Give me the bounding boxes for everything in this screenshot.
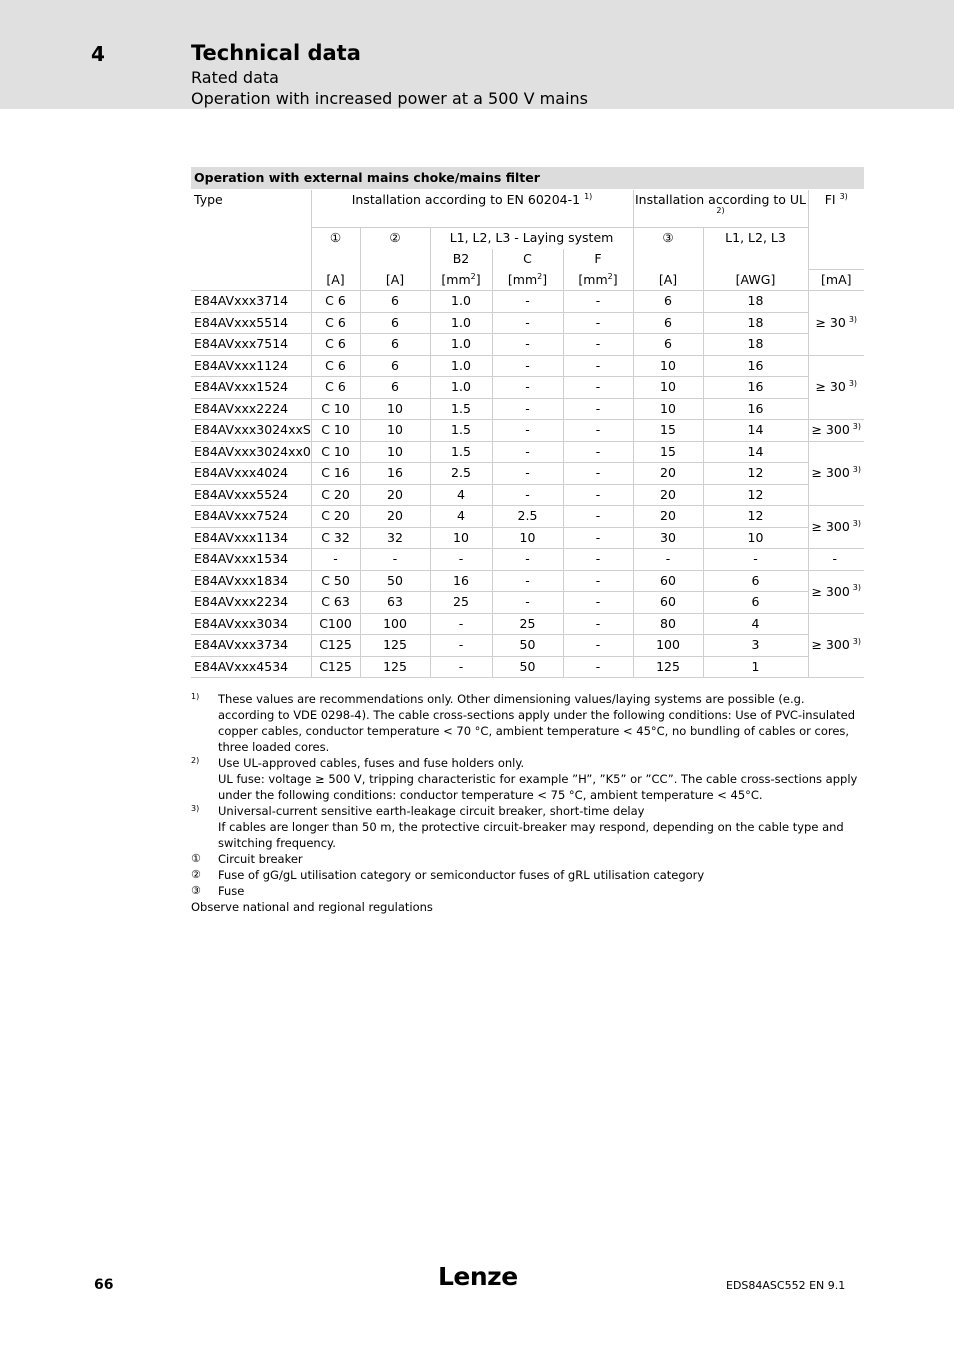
cell-cb: C 20 xyxy=(311,484,360,506)
cell-f: - xyxy=(563,613,633,635)
table-row xyxy=(191,463,864,485)
chapter-number: 4 xyxy=(91,42,105,66)
cell-fuse: 6 xyxy=(360,312,430,334)
regulations-note: Observe national and regional regulations xyxy=(191,900,433,914)
table-row xyxy=(191,398,864,420)
cell-f: - xyxy=(563,312,633,334)
cell-fuse: 6 xyxy=(360,291,430,313)
cell-ul-fuse: 6 xyxy=(633,312,703,334)
cell-fuse: 10 xyxy=(360,420,430,442)
cell-ul-fuse: 20 xyxy=(633,463,703,485)
legend-text: Fuse of gG/gL utilisation category or semiconductor fuses of gRL utilisation category xyxy=(218,868,705,882)
cell-c: - xyxy=(492,312,563,334)
cell-b2: - xyxy=(430,549,492,571)
table-row xyxy=(191,355,864,377)
cell-b2: 1.0 xyxy=(430,291,492,313)
header-type: Type xyxy=(191,190,311,291)
cell-fi: ≥ 30 $^{3)}$ xyxy=(808,355,864,420)
cell-f: - xyxy=(563,635,633,657)
cell-ul-fuse: 80 xyxy=(633,613,703,635)
cell-b2: 4 xyxy=(430,484,492,506)
cell-c: - xyxy=(492,463,563,485)
legend-text: Fuse xyxy=(218,884,245,898)
cell-fuse: 125 xyxy=(360,656,430,678)
cell-awg: 18 xyxy=(703,312,808,334)
cell-b2: 1.5 xyxy=(430,441,492,463)
footnote-text: Universal-current sensitive earth-leakage circuit breaker, short-time delay xyxy=(218,804,645,818)
cell-awg: 12 xyxy=(703,463,808,485)
table-row xyxy=(191,506,864,528)
cell-type: E84AVxxx3734 xyxy=(191,635,311,657)
cell-c: - xyxy=(492,398,563,420)
cell-f: - xyxy=(563,656,633,678)
cell-cb: C 32 xyxy=(311,527,360,549)
cell-fi: ≥ 300 $^{3)}$ xyxy=(808,420,864,442)
cell-type: E84AVxxx2234 xyxy=(191,592,311,614)
cell-cb: C125 xyxy=(311,656,360,678)
cell-b2: 1.0 xyxy=(430,377,492,399)
cell-awg: 3 xyxy=(703,635,808,657)
table-row xyxy=(191,570,864,592)
cell-f: - xyxy=(563,441,633,463)
legend-symbol: ① xyxy=(191,852,201,865)
cell-ul-fuse: 100 xyxy=(633,635,703,657)
cell-c: - xyxy=(492,420,563,442)
cell-awg: 12 xyxy=(703,506,808,528)
cell-fi: ≥ 300 $^{3)}$ xyxy=(808,506,864,549)
unit-ma: [mA] xyxy=(808,269,864,291)
cell-c: - xyxy=(492,291,563,313)
cell-fuse: 16 xyxy=(360,463,430,485)
cell-ul-fuse: 125 xyxy=(633,656,703,678)
cell-fuse: 63 xyxy=(360,592,430,614)
table-row xyxy=(191,291,864,313)
cell-b2: 1.5 xyxy=(430,420,492,442)
cell-cb: C 6 xyxy=(311,355,360,377)
cell-fuse: 50 xyxy=(360,570,430,592)
cell-b2: 1.0 xyxy=(430,334,492,356)
unit-awg: [AWG] xyxy=(703,269,808,291)
cell-cb: C 63 xyxy=(311,592,360,614)
cell-cb: C100 xyxy=(311,613,360,635)
cell-f: - xyxy=(563,420,633,442)
cell-f: - xyxy=(563,334,633,356)
cell-cb: C 10 xyxy=(311,441,360,463)
unit-a: [A] xyxy=(633,269,703,291)
cell-ul-fuse: 60 xyxy=(633,592,703,614)
cell-type: E84AVxxx1134 xyxy=(191,527,311,549)
legend-fuse xyxy=(191,867,861,883)
cell-b2: 16 xyxy=(430,570,492,592)
cell-cb: C 6 xyxy=(311,334,360,356)
header-ul-fuse-symbol: ③ xyxy=(633,228,703,249)
cell-f: - xyxy=(563,570,633,592)
cell-fuse: 10 xyxy=(360,441,430,463)
cell-awg: - xyxy=(703,549,808,571)
header-laying-system: L1, L2, L3 - Laying system xyxy=(430,228,633,249)
cell-fi: ≥ 300 $^{3)}$ xyxy=(808,570,864,613)
footnote-2 xyxy=(191,755,861,803)
cell-type: E84AVxxx1124 xyxy=(191,355,311,377)
cell-fuse: 10 xyxy=(360,398,430,420)
cell-f: - xyxy=(563,398,633,420)
cell-cb: C 6 xyxy=(311,291,360,313)
section-subtitle: Rated data xyxy=(191,68,279,87)
cell-awg: 12 xyxy=(703,484,808,506)
cell-awg: 16 xyxy=(703,355,808,377)
cell-fi: ≥ 300 $^{3)}$ xyxy=(808,441,864,506)
cell-b2: 2.5 xyxy=(430,463,492,485)
legend-ul-fuse xyxy=(191,883,861,899)
cell-type: E84AVxxx1834 xyxy=(191,570,311,592)
cell-ul-fuse: 30 xyxy=(633,527,703,549)
table-row xyxy=(191,420,864,442)
table-row xyxy=(191,656,864,678)
footnotes xyxy=(191,691,861,915)
legend-symbol: ② xyxy=(191,868,201,881)
cell-c: - xyxy=(492,441,563,463)
cell-cb: C125 xyxy=(311,635,360,657)
cell-b2: 1.0 xyxy=(430,355,492,377)
fuse-cable-table xyxy=(191,167,864,678)
cell-type: E84AVxxx3034 xyxy=(191,613,311,635)
cell-cb: - xyxy=(311,549,360,571)
cell-c: - xyxy=(492,334,563,356)
table-title: Operation with external mains choke/mains filter xyxy=(191,167,864,190)
header-circuit-breaker-symbol: ① xyxy=(311,228,360,249)
cell-type: E84AVxxx5514 xyxy=(191,312,311,334)
legend-symbol: ③ xyxy=(191,884,201,897)
cell-cb: C 50 xyxy=(311,570,360,592)
cell-b2: 1.5 xyxy=(430,398,492,420)
legend-text: Circuit breaker xyxy=(218,852,303,866)
header-c: C xyxy=(492,249,563,270)
cell-awg: 4 xyxy=(703,613,808,635)
header-f: F xyxy=(563,249,633,270)
cell-fuse: 32 xyxy=(360,527,430,549)
unit-mm2: $[mm^2]$ xyxy=(492,269,563,291)
cell-awg: 16 xyxy=(703,398,808,420)
legend-circuit-breaker xyxy=(191,851,861,867)
cell-f: - xyxy=(563,463,633,485)
header-ul-cable: L1, L2, L3 xyxy=(703,228,808,249)
cell-b2: 10 xyxy=(430,527,492,549)
cell-ul-fuse: 6 xyxy=(633,291,703,313)
footnote-1 xyxy=(191,691,861,755)
cell-f: - xyxy=(563,355,633,377)
footnote-marker: 1) xyxy=(191,692,200,701)
cell-b2: 4 xyxy=(430,506,492,528)
cell-type: E84AVxxx4534 xyxy=(191,656,311,678)
cell-type: E84AVxxx4024 xyxy=(191,463,311,485)
cell-type: E84AVxxx7524 xyxy=(191,506,311,528)
cell-awg: 10 xyxy=(703,527,808,549)
cell-awg: 14 xyxy=(703,441,808,463)
cell-fuse: 6 xyxy=(360,334,430,356)
header-b2: B2 xyxy=(430,249,492,270)
cell-ul-fuse: 15 xyxy=(633,420,703,442)
cell-c: 25 xyxy=(492,613,563,635)
cell-type: E84AVxxx1524 xyxy=(191,377,311,399)
cell-cb: C 20 xyxy=(311,506,360,528)
table-row xyxy=(191,441,864,463)
table-row xyxy=(191,377,864,399)
cell-ul-fuse: 20 xyxy=(633,484,703,506)
footnote-text: These values are recommendations only. Other dimensioning values/laying systems are possible (e.g. according to VDE 0298-4). The cable cross-sections apply under the following conditions: Use of PVC-insulated copper cables, conductor temperature < 70 °C, ambient temperature < 45°C, no bundling of cables or cores, three loaded cores. xyxy=(218,692,856,754)
cell-type: E84AVxxx3024xxS xyxy=(191,420,311,442)
table-row xyxy=(191,635,864,657)
cell-c: - xyxy=(492,484,563,506)
unit-mm2: $[mm^2]$ xyxy=(430,269,492,291)
cell-awg: 16 xyxy=(703,377,808,399)
cell-b2: 25 xyxy=(430,592,492,614)
cell-ul-fuse: - xyxy=(633,549,703,571)
cell-ul-fuse: 10 xyxy=(633,377,703,399)
cell-type: E84AVxxx3024xx0 xyxy=(191,441,311,463)
cell-c: - xyxy=(492,592,563,614)
cell-ul-fuse: 10 xyxy=(633,355,703,377)
cell-awg: 6 xyxy=(703,592,808,614)
cell-cb: C 6 xyxy=(311,312,360,334)
cell-fuse: 20 xyxy=(360,484,430,506)
table-row xyxy=(191,484,864,506)
header-en-install: Installation according to EN 60204-1 $^{1)}$ xyxy=(311,190,633,228)
header-fuse-symbol: ② xyxy=(360,228,430,249)
cell-cb: C 6 xyxy=(311,377,360,399)
cell-fi: ≥ 30 $^{3)}$ xyxy=(808,291,864,356)
table-row xyxy=(191,592,864,614)
document-id: EDS84ASC552 EN 9.1 xyxy=(726,1279,846,1292)
cell-c: 10 xyxy=(492,527,563,549)
cell-type: E84AVxxx5524 xyxy=(191,484,311,506)
unit-mm2: $[mm^2]$ xyxy=(563,269,633,291)
chapter-title: Technical data xyxy=(191,41,361,65)
table-row xyxy=(191,549,864,571)
cell-awg: 6 xyxy=(703,570,808,592)
cell-awg: 14 xyxy=(703,420,808,442)
cell-c: - xyxy=(492,377,563,399)
cell-ul-fuse: 60 xyxy=(633,570,703,592)
unit-a: [A] xyxy=(360,269,430,291)
table-row xyxy=(191,312,864,334)
cell-ul-fuse: 10 xyxy=(633,398,703,420)
cell-cb: C 10 xyxy=(311,420,360,442)
cell-ul-fuse: 15 xyxy=(633,441,703,463)
cell-c: 50 xyxy=(492,656,563,678)
cell-f: - xyxy=(563,484,633,506)
cell-f: - xyxy=(563,506,633,528)
cell-c: - xyxy=(492,570,563,592)
cell-ul-fuse: 20 xyxy=(633,506,703,528)
cell-fi: - xyxy=(808,549,864,571)
cell-fuse: 20 xyxy=(360,506,430,528)
header-ul-install: Installation according to UL $^{2)}$ xyxy=(633,190,808,228)
page-number: 66 xyxy=(94,1277,114,1293)
cell-f: - xyxy=(563,549,633,571)
cell-b2: - xyxy=(430,635,492,657)
cell-f: - xyxy=(563,377,633,399)
cell-c: 50 xyxy=(492,635,563,657)
section-subtitle-2: Operation with increased power at a 500 V mains xyxy=(191,89,588,108)
cell-fi: ≥ 300 $^{3)}$ xyxy=(808,613,864,678)
unit-a: [A] xyxy=(311,269,360,291)
cell-c: - xyxy=(492,355,563,377)
footnote-3 xyxy=(191,803,861,851)
cell-b2: - xyxy=(430,613,492,635)
cell-awg: 1 xyxy=(703,656,808,678)
cell-fuse: 125 xyxy=(360,635,430,657)
cell-type: E84AVxxx7514 xyxy=(191,334,311,356)
footnote-text: If cables are longer than 50 m, the protective circuit-breaker may respond, depending on the cable type and switching frequency. xyxy=(218,820,844,850)
cell-f: - xyxy=(563,291,633,313)
footnote-text: UL fuse: voltage ≥ 500 V, tripping characteristic for example ”H”, ”K5” or ”CC”. The cable cross-sections apply under the following conditions: conductor temperature < 75 °C, ambient temperature < 45°C. xyxy=(218,772,858,802)
footnote-text: Use UL-approved cables, fuses and fuse holders only. xyxy=(218,756,525,770)
cell-b2: 1.0 xyxy=(430,312,492,334)
cell-type: E84AVxxx1534 xyxy=(191,549,311,571)
cell-b2: - xyxy=(430,656,492,678)
cell-cb: C 10 xyxy=(311,398,360,420)
cell-c: 2.5 xyxy=(492,506,563,528)
footnote-marker: 3) xyxy=(191,804,200,813)
table-row xyxy=(191,334,864,356)
cell-fuse: 100 xyxy=(360,613,430,635)
header-fi: FI $^{3)}$ xyxy=(808,190,864,270)
cell-f: - xyxy=(563,527,633,549)
cell-fuse: 6 xyxy=(360,377,430,399)
table-row xyxy=(191,613,864,635)
table-row xyxy=(191,527,864,549)
cell-f: - xyxy=(563,592,633,614)
cell-awg: 18 xyxy=(703,291,808,313)
cell-fuse: 6 xyxy=(360,355,430,377)
cell-ul-fuse: 6 xyxy=(633,334,703,356)
cell-cb: C 16 xyxy=(311,463,360,485)
cell-awg: 18 xyxy=(703,334,808,356)
cell-type: E84AVxxx3714 xyxy=(191,291,311,313)
cell-c: - xyxy=(492,549,563,571)
lenze-logo: Lenze xyxy=(438,1262,518,1291)
cell-fuse: - xyxy=(360,549,430,571)
cell-type: E84AVxxx2224 xyxy=(191,398,311,420)
footnote-marker: 2) xyxy=(191,756,200,765)
